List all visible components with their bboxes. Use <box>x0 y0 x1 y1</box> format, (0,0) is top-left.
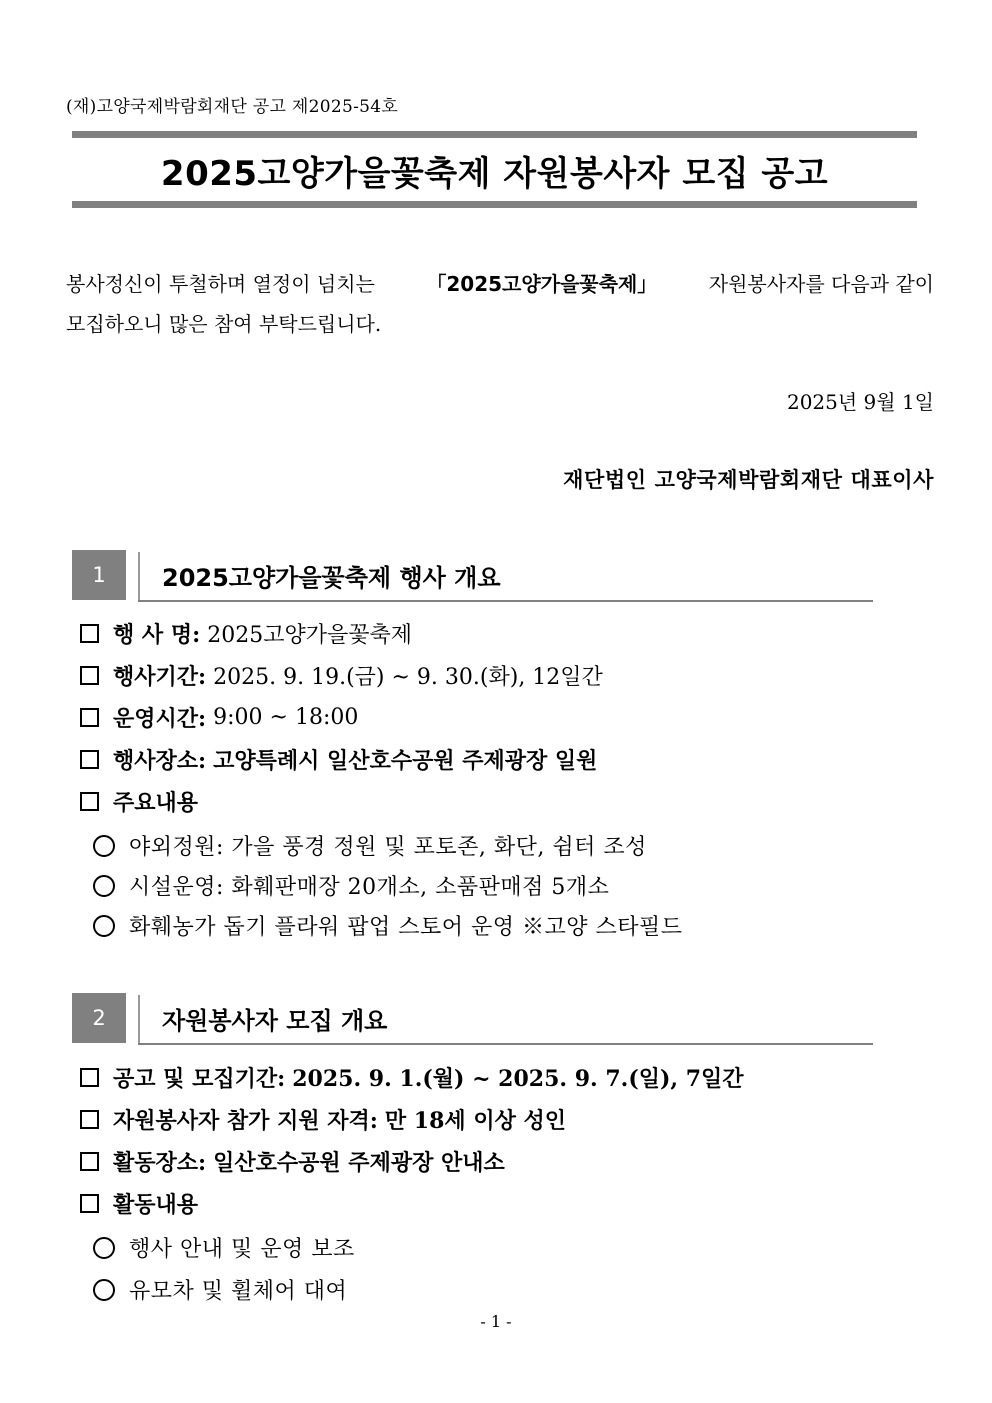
item-value: 일산호수공원 주제광장 안내소 <box>213 1150 505 1176</box>
page-title: 2025고양가을꽃축제 자원봉사자 모집 공고 <box>160 154 829 194</box>
item-label: 활동장소: <box>113 1150 207 1176</box>
section-2-number: 2 <box>72 993 126 1043</box>
list-item <box>80 618 412 649</box>
section-1-header <box>72 550 873 600</box>
sub-list-item <box>93 1274 347 1305</box>
checkbox-square-icon <box>80 1194 99 1213</box>
item-value: 2025. 9. 19.(금) ~ 9. 30.(화), 12일간 <box>213 665 603 690</box>
sub-item-text: 유모차 및 휠체어 대여 <box>129 1279 348 1304</box>
sub-list-item <box>93 910 683 941</box>
sub-item-text: 야외정원: 가을 풍경 정원 및 포토존, 화단, 쉼터 조성 <box>129 835 647 860</box>
section-underline <box>138 600 873 602</box>
item-value: 9:00 ~ 18:00 <box>213 705 359 730</box>
item-label: 행사장소: <box>113 748 207 774</box>
item-value: 2025고양가을꽃축제 <box>207 623 412 648</box>
sub-list-item <box>93 830 647 861</box>
checkbox-square-icon <box>80 666 99 685</box>
list-item <box>80 1146 505 1177</box>
intro-line-1 <box>66 264 934 304</box>
intro-event-name: 「2025고양가을꽃축제」 <box>426 272 658 296</box>
item-label: 공고 및 모집기간: <box>113 1066 286 1092</box>
item-value: 2025. 9. 1.(월) ~ 2025. 9. 7.(일), 7일간 <box>292 1066 744 1092</box>
title-top-rule <box>72 131 917 138</box>
checkbox-square-icon <box>80 1068 99 1087</box>
item-label: 자원봉사자 참가 지원 자격: <box>113 1108 378 1134</box>
list-item <box>80 1104 566 1135</box>
list-item <box>80 1062 744 1093</box>
item-value: 만 18세 이상 성인 <box>384 1108 566 1134</box>
circle-bullet-icon <box>93 835 115 857</box>
title-bottom-rule <box>72 201 917 208</box>
intro-line-2: 모집하오니 많은 참여 부탁드립니다. <box>66 312 382 336</box>
issuer: 재단법인 고양국제박람회재단 대표이사 <box>563 467 934 492</box>
section-1-number: 1 <box>72 550 126 600</box>
intro-text-pre: 봉사정신이 투철하며 열정이 넘치는 <box>66 272 375 296</box>
intro-paragraph <box>66 264 934 344</box>
section-2-header <box>72 993 873 1043</box>
checkbox-square-icon <box>80 624 99 643</box>
circle-bullet-icon <box>93 915 115 937</box>
item-label: 행사기간: <box>113 664 207 690</box>
checkbox-square-icon <box>80 708 99 727</box>
section-2-title: 자원봉사자 모집 개요 <box>162 1007 388 1035</box>
item-label: 운영시간: <box>113 706 207 732</box>
item-label: 주요내용 <box>113 790 199 816</box>
sub-item-text: 행사 안내 및 운영 보조 <box>129 1237 355 1262</box>
sub-list-item <box>93 1232 355 1263</box>
checkbox-square-icon <box>80 792 99 811</box>
section-divider <box>138 995 140 1043</box>
item-label: 행 사 명: <box>113 622 201 648</box>
list-item <box>80 660 603 691</box>
sub-list-item <box>93 870 609 901</box>
sub-item-text: 시설운영: 화훼판매장 20개소, 소품판매점 5개소 <box>129 875 610 900</box>
list-item <box>80 1188 198 1219</box>
list-item <box>80 786 198 817</box>
item-label: 활동내용 <box>113 1192 199 1218</box>
circle-bullet-icon <box>93 875 115 897</box>
page-number: - 1 - <box>480 1312 512 1331</box>
notice-date: 2025년 9월 1일 <box>786 390 934 414</box>
item-value: 고양특례시 일산호수공원 주제광장 일원 <box>213 748 598 774</box>
section-1-title: 2025고양가을꽃축제 행사 개요 <box>162 564 501 592</box>
list-item <box>80 702 358 733</box>
intro-text-post: 자원봉사자를 다음과 같이 <box>708 272 934 296</box>
list-item <box>80 744 597 775</box>
section-divider <box>138 552 140 600</box>
sub-item-text: 화훼농가 돕기 플라워 팝업 스토어 운영 ※고양 스타필드 <box>129 915 683 940</box>
circle-bullet-icon <box>93 1237 115 1259</box>
circle-bullet-icon <box>93 1279 115 1301</box>
checkbox-square-icon <box>80 1110 99 1129</box>
checkbox-square-icon <box>80 1152 99 1171</box>
notice-number: (재)고양국제박람회재단 공고 제2025-54호 <box>66 97 399 117</box>
section-underline <box>138 1043 873 1045</box>
checkbox-square-icon <box>80 750 99 769</box>
